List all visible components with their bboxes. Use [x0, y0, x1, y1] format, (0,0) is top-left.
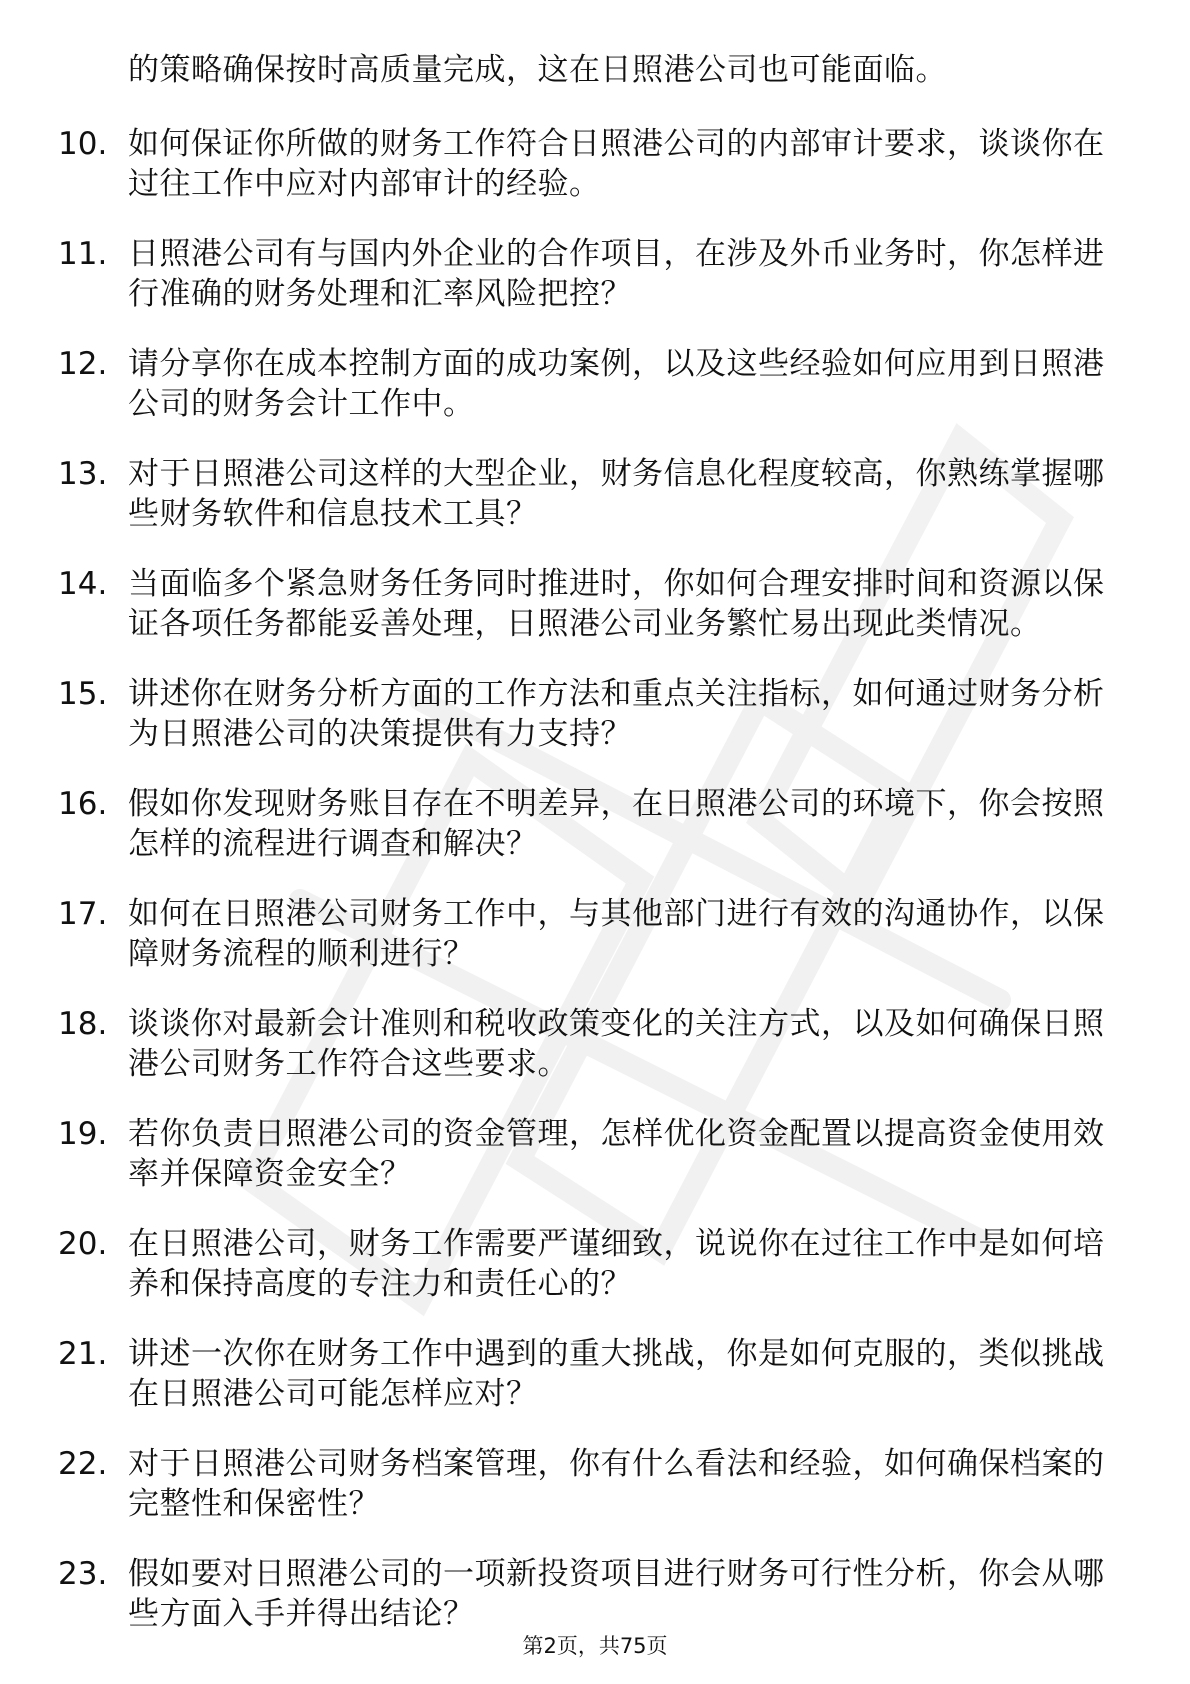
question-item [58, 124, 1118, 204]
question-text: 谈谈你对最新会计准则和税收政策变化的关注方式，以及如何确保日照港公司财务工作符合这些要求。 [128, 1006, 1105, 1082]
question-number: 18. [58, 1006, 108, 1042]
page-footer: 第2页，共75页 [522, 1634, 668, 1658]
question-item [58, 1444, 1118, 1524]
question-item [58, 234, 1118, 314]
question-number: 13. [58, 456, 108, 492]
question-text: 请分享你在成本控制方面的成功案例，以及这些经验如何应用到日照港公司的财务会计工作中。 [128, 346, 1105, 422]
question-number: 12. [58, 346, 108, 382]
question-number: 11. [58, 236, 108, 272]
question-number: 23. [58, 1556, 108, 1592]
question-text: 若你负责日照港公司的资金管理，怎样优化资金配置以提高资金使用效率并保障资金安全？ [128, 1116, 1105, 1192]
question-number: 16. [58, 786, 108, 822]
question-item [58, 454, 1118, 534]
question-text: 对于日照港公司财务档案管理，你有什么看法和经验，如何确保档案的完整性和保密性？ [128, 1446, 1105, 1522]
question-number: 22. [58, 1446, 108, 1482]
question-number: 14. [58, 566, 108, 602]
question-text: 当面临多个紧急财务任务同时推进时，你如何合理安排时间和资源以保证各项任务都能妥善处理，日照港公司业务繁忙易出现此类情况。 [128, 566, 1105, 642]
question-item [58, 894, 1118, 974]
question-number: 19. [58, 1116, 108, 1152]
continuation-text: 的策略确保按时高质量完成，这在日照港公司也可能面临。 [128, 52, 947, 88]
question-item [58, 1554, 1118, 1634]
question-text: 在日照港公司，财务工作需要严谨细致，说说你在过往工作中是如何培养和保持高度的专注力和责任心的？ [128, 1226, 1105, 1302]
question-item [58, 784, 1118, 864]
question-text: 假如要对日照港公司的一项新投资项目进行财务可行性分析，你会从哪些方面入手并得出结论？ [128, 1556, 1105, 1632]
question-item [58, 1334, 1118, 1414]
question-number: 17. [58, 896, 108, 932]
question-text: 日照港公司有与国内外企业的合作项目，在涉及外币业务时，你怎样进行准确的财务处理和汇率风险把控？ [128, 236, 1105, 312]
question-text: 如何保证你所做的财务工作符合日照港公司的内部审计要求，谈谈你在过往工作中应对内部审计的经验。 [128, 126, 1105, 202]
question-text: 对于日照港公司这样的大型企业，财务信息化程度较高，你熟练掌握哪些财务软件和信息技术工具？ [128, 456, 1105, 532]
question-text: 讲述你在财务分析方面的工作方法和重点关注指标，如何通过财务分析为日照港公司的决策提供有力支持？ [128, 676, 1105, 752]
question-text: 讲述一次你在财务工作中遇到的重大挑战，你是如何克服的，类似挑战在日照港公司可能怎样应对？ [128, 1336, 1105, 1412]
question-item [58, 674, 1118, 754]
question-item [58, 344, 1118, 424]
question-item [58, 1004, 1118, 1084]
question-item [58, 1224, 1118, 1304]
question-number: 10. [58, 126, 108, 162]
question-item [58, 564, 1118, 644]
question-number: 15. [58, 676, 108, 712]
question-number: 20. [58, 1226, 108, 1262]
question-text: 如何在日照港公司财务工作中，与其他部门进行有效的沟通协作，以保障财务流程的顺利进行？ [128, 896, 1105, 972]
question-text: 假如你发现财务账目存在不明差异，在日照港公司的环境下，你会按照怎样的流程进行调查和解决？ [128, 786, 1105, 862]
question-item [58, 1114, 1118, 1194]
question-list [58, 50, 1118, 1664]
question-number: 21. [58, 1336, 108, 1372]
